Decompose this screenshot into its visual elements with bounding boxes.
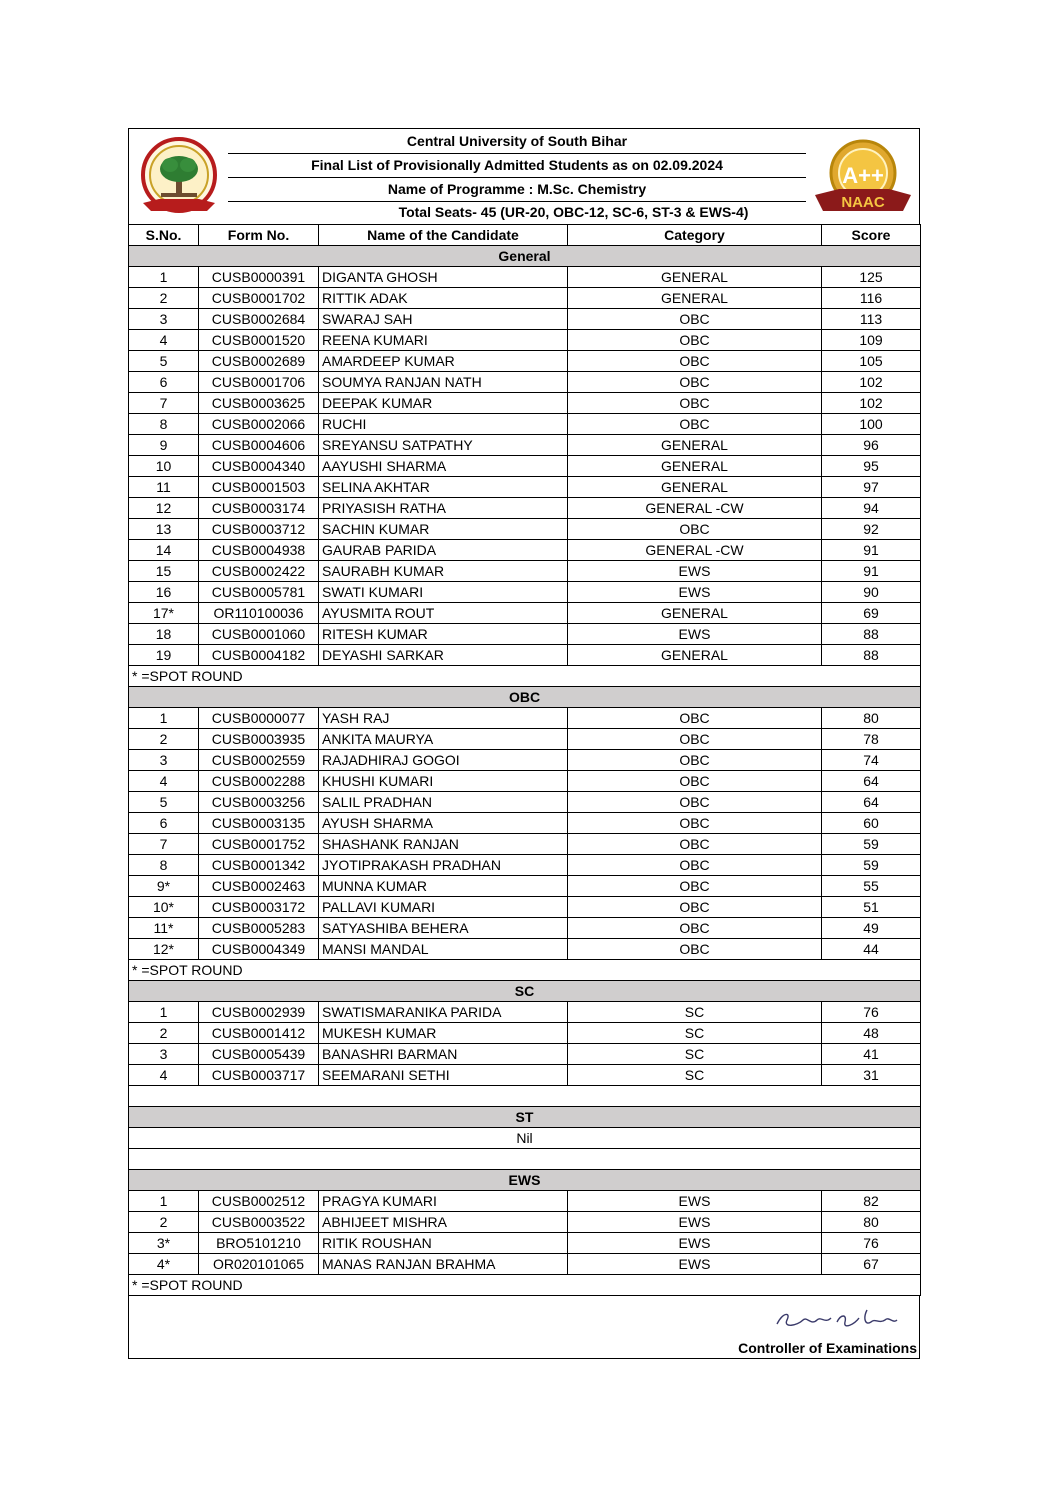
admission-list-sheet bbox=[128, 128, 920, 1359]
document-header bbox=[128, 128, 920, 224]
category: SC bbox=[568, 1065, 822, 1086]
candidate-name: DEYASHI SARKAR bbox=[319, 645, 568, 666]
category: OBC bbox=[568, 750, 822, 771]
serial-number: 17* bbox=[129, 603, 199, 624]
score: 74 bbox=[822, 750, 921, 771]
serial-number: 10* bbox=[129, 897, 199, 918]
serial-number: 13 bbox=[129, 519, 199, 540]
naac-badge-icon bbox=[811, 135, 915, 221]
form-number: CUSB0003935 bbox=[199, 729, 319, 750]
score: 109 bbox=[822, 330, 921, 351]
table-row bbox=[129, 1002, 921, 1023]
score: 78 bbox=[822, 729, 921, 750]
column-header-row bbox=[129, 225, 921, 246]
category: GENERAL -CW bbox=[568, 540, 822, 561]
form-number: CUSB0002066 bbox=[199, 414, 319, 435]
category: OBC bbox=[568, 834, 822, 855]
category: SC bbox=[568, 1023, 822, 1044]
score: 82 bbox=[822, 1191, 921, 1212]
candidate-name: AMARDEEP KUMAR bbox=[319, 351, 568, 372]
form-number: CUSB0003717 bbox=[199, 1065, 319, 1086]
category: EWS bbox=[568, 1233, 822, 1254]
form-number: CUSB0005781 bbox=[199, 582, 319, 603]
serial-number: 5 bbox=[129, 351, 199, 372]
table-row bbox=[129, 288, 921, 309]
score: 67 bbox=[822, 1254, 921, 1275]
candidate-name: RITTIK ADAK bbox=[319, 288, 568, 309]
column-header: Score bbox=[822, 225, 921, 246]
table-row bbox=[129, 582, 921, 603]
candidate-name: MANSI MANDAL bbox=[319, 939, 568, 960]
candidate-name: AYUSMITA ROUT bbox=[319, 603, 568, 624]
table-row bbox=[129, 267, 921, 288]
candidate-name: AAYUSHI SHARMA bbox=[319, 456, 568, 477]
university-name: Central University of South Bihar bbox=[228, 129, 806, 154]
score: 91 bbox=[822, 540, 921, 561]
section-title: SC bbox=[129, 981, 921, 1002]
score: 76 bbox=[822, 1233, 921, 1254]
table-row bbox=[129, 435, 921, 456]
score: 94 bbox=[822, 498, 921, 519]
blank-row bbox=[129, 1086, 921, 1107]
table-row bbox=[129, 351, 921, 372]
serial-number: 11 bbox=[129, 477, 199, 498]
candidate-name: DEEPAK KUMAR bbox=[319, 393, 568, 414]
candidate-name: RUCHI bbox=[319, 414, 568, 435]
category: GENERAL bbox=[568, 477, 822, 498]
table-row bbox=[129, 645, 921, 666]
naac-label: NAAC bbox=[841, 194, 885, 211]
candidate-name: SELINA AKHTAR bbox=[319, 477, 568, 498]
candidate-name: KHUSHI KUMARI bbox=[319, 771, 568, 792]
table-row bbox=[129, 519, 921, 540]
candidate-name: SREYANSU SATPATHY bbox=[319, 435, 568, 456]
category: GENERAL bbox=[568, 456, 822, 477]
serial-number: 7 bbox=[129, 834, 199, 855]
programme-name: Name of Programme : M.Sc. Chemistry bbox=[228, 177, 806, 202]
form-number: CUSB0001060 bbox=[199, 624, 319, 645]
table-row bbox=[129, 498, 921, 519]
candidate-name: SATYASHIBA BEHERA bbox=[319, 918, 568, 939]
serial-number: 16 bbox=[129, 582, 199, 603]
note-text: * =SPOT ROUND bbox=[129, 1275, 921, 1296]
section-title: ST bbox=[129, 1107, 921, 1128]
table-row bbox=[129, 456, 921, 477]
table-row bbox=[129, 309, 921, 330]
serial-number: 12 bbox=[129, 498, 199, 519]
score: 125 bbox=[822, 267, 921, 288]
form-number: CUSB0003712 bbox=[199, 519, 319, 540]
form-number: CUSB0002512 bbox=[199, 1191, 319, 1212]
form-number: CUSB0001342 bbox=[199, 855, 319, 876]
form-number: CUSB0000077 bbox=[199, 708, 319, 729]
serial-number: 18 bbox=[129, 624, 199, 645]
score: 113 bbox=[822, 309, 921, 330]
category: OBC bbox=[568, 855, 822, 876]
candidate-name: SALIL PRADHAN bbox=[319, 792, 568, 813]
form-number: CUSB0002684 bbox=[199, 309, 319, 330]
form-number: CUSB0004182 bbox=[199, 645, 319, 666]
serial-number: 10 bbox=[129, 456, 199, 477]
table-row bbox=[129, 603, 921, 624]
candidate-name: ANKITA MAURYA bbox=[319, 729, 568, 750]
form-number: CUSB0003174 bbox=[199, 498, 319, 519]
category: EWS bbox=[568, 1191, 822, 1212]
score: 100 bbox=[822, 414, 921, 435]
table-row bbox=[129, 561, 921, 582]
table-row bbox=[129, 1023, 921, 1044]
category: OBC bbox=[568, 771, 822, 792]
candidate-name: SAURABH KUMAR bbox=[319, 561, 568, 582]
category: OBC bbox=[568, 813, 822, 834]
column-header: Category bbox=[568, 225, 822, 246]
form-number: CUSB0002939 bbox=[199, 1002, 319, 1023]
serial-number: 15 bbox=[129, 561, 199, 582]
form-number: CUSB0002422 bbox=[199, 561, 319, 582]
serial-number: 8 bbox=[129, 414, 199, 435]
serial-number: 19 bbox=[129, 645, 199, 666]
score: 59 bbox=[822, 834, 921, 855]
form-number: OR110100036 bbox=[199, 603, 319, 624]
form-number: CUSB0005283 bbox=[199, 918, 319, 939]
section-header-st bbox=[129, 1107, 921, 1128]
serial-number: 2 bbox=[129, 1212, 199, 1233]
table-row bbox=[129, 708, 921, 729]
category: OBC bbox=[568, 519, 822, 540]
form-number: CUSB0004340 bbox=[199, 456, 319, 477]
score: 95 bbox=[822, 456, 921, 477]
serial-number: 8 bbox=[129, 855, 199, 876]
table-row bbox=[129, 1044, 921, 1065]
candidate-name: ABHIJEET MISHRA bbox=[319, 1212, 568, 1233]
table-row bbox=[129, 1254, 921, 1275]
blank-cell bbox=[129, 1149, 921, 1170]
serial-number: 2 bbox=[129, 288, 199, 309]
category: OBC bbox=[568, 792, 822, 813]
candidate-name: SEEMARANI SETHI bbox=[319, 1065, 568, 1086]
table-row bbox=[129, 1233, 921, 1254]
score: 55 bbox=[822, 876, 921, 897]
serial-number: 1 bbox=[129, 708, 199, 729]
section-title: EWS bbox=[129, 1170, 921, 1191]
list-title: Final List of Provisionally Admitted Students as on 02.09.2024 bbox=[228, 153, 806, 178]
candidate-name: PRAGYA KUMARI bbox=[319, 1191, 568, 1212]
blank-row bbox=[129, 1149, 921, 1170]
score: 59 bbox=[822, 855, 921, 876]
category: SC bbox=[568, 1002, 822, 1023]
serial-number: 3* bbox=[129, 1233, 199, 1254]
serial-number: 1 bbox=[129, 1191, 199, 1212]
form-number: OR020101065 bbox=[199, 1254, 319, 1275]
score: 64 bbox=[822, 792, 921, 813]
table-row bbox=[129, 414, 921, 435]
score: 31 bbox=[822, 1065, 921, 1086]
candidate-name: SWATI KUMARI bbox=[319, 582, 568, 603]
candidate-name: PALLAVI KUMARI bbox=[319, 897, 568, 918]
serial-number: 2 bbox=[129, 729, 199, 750]
form-number: CUSB0001752 bbox=[199, 834, 319, 855]
category: OBC bbox=[568, 414, 822, 435]
naac-grade: A++ bbox=[842, 163, 884, 188]
column-header: Name of the Candidate bbox=[319, 225, 568, 246]
form-number: CUSB0001702 bbox=[199, 288, 319, 309]
serial-number: 1 bbox=[129, 267, 199, 288]
form-number: CUSB0003172 bbox=[199, 897, 319, 918]
category: GENERAL bbox=[568, 267, 822, 288]
score: 92 bbox=[822, 519, 921, 540]
table-row bbox=[129, 813, 921, 834]
table-row bbox=[129, 792, 921, 813]
category: OBC bbox=[568, 351, 822, 372]
form-number: CUSB0002288 bbox=[199, 771, 319, 792]
table-row bbox=[129, 834, 921, 855]
score: 60 bbox=[822, 813, 921, 834]
score: 51 bbox=[822, 897, 921, 918]
total-seats: Total Seats- 45 (UR-20, OBC-12, SC-6, ST-3 & EWS-4) bbox=[398, 204, 749, 220]
category: GENERAL bbox=[568, 645, 822, 666]
serial-number: 9 bbox=[129, 435, 199, 456]
candidate-name: SACHIN KUMAR bbox=[319, 519, 568, 540]
table-row bbox=[129, 750, 921, 771]
category: EWS bbox=[568, 624, 822, 645]
column-header: Form No. bbox=[199, 225, 319, 246]
section-header-ews bbox=[129, 1170, 921, 1191]
form-number: CUSB0003625 bbox=[199, 393, 319, 414]
category: GENERAL -CW bbox=[568, 498, 822, 519]
serial-number: 4 bbox=[129, 1065, 199, 1086]
column-header: S.No. bbox=[129, 225, 199, 246]
signature-icon bbox=[771, 1304, 901, 1336]
score: 91 bbox=[822, 561, 921, 582]
table-row bbox=[129, 897, 921, 918]
section-title: General bbox=[129, 246, 921, 267]
blank-cell bbox=[129, 1086, 921, 1107]
form-number: CUSB0002463 bbox=[199, 876, 319, 897]
score: 90 bbox=[822, 582, 921, 603]
table-row bbox=[129, 372, 921, 393]
serial-number: 4* bbox=[129, 1254, 199, 1275]
candidate-name: BANASHRI BARMAN bbox=[319, 1044, 568, 1065]
table-row bbox=[129, 855, 921, 876]
form-number: CUSB0004606 bbox=[199, 435, 319, 456]
candidate-name: SHASHANK RANJAN bbox=[319, 834, 568, 855]
university-emblem-icon bbox=[139, 137, 219, 219]
serial-number: 4 bbox=[129, 771, 199, 792]
candidate-name: JYOTIPRAKASH PRADHAN bbox=[319, 855, 568, 876]
form-number: CUSB0001412 bbox=[199, 1023, 319, 1044]
score: 69 bbox=[822, 603, 921, 624]
score: 102 bbox=[822, 393, 921, 414]
table-row bbox=[129, 939, 921, 960]
category: OBC bbox=[568, 330, 822, 351]
candidate-name: MUKESH KUMAR bbox=[319, 1023, 568, 1044]
table-row bbox=[129, 771, 921, 792]
form-number: CUSB0003256 bbox=[199, 792, 319, 813]
category: OBC bbox=[568, 309, 822, 330]
score: 48 bbox=[822, 1023, 921, 1044]
score: 49 bbox=[822, 918, 921, 939]
candidate-name: SWATISMARANIKA PARIDA bbox=[319, 1002, 568, 1023]
nil-text: Nil bbox=[129, 1128, 921, 1149]
table-row bbox=[129, 1212, 921, 1233]
section-header-sc bbox=[129, 981, 921, 1002]
form-number: CUSB0000391 bbox=[199, 267, 319, 288]
form-number: CUSB0003135 bbox=[199, 813, 319, 834]
score: 80 bbox=[822, 708, 921, 729]
category: OBC bbox=[568, 939, 822, 960]
candidate-name: DIGANTA GHOSH bbox=[319, 267, 568, 288]
table-row bbox=[129, 393, 921, 414]
table-row bbox=[129, 540, 921, 561]
score: 96 bbox=[822, 435, 921, 456]
table-row bbox=[129, 918, 921, 939]
form-number: BRO5101210 bbox=[199, 1233, 319, 1254]
form-number: CUSB0004349 bbox=[199, 939, 319, 960]
category: GENERAL bbox=[568, 603, 822, 624]
serial-number: 14 bbox=[129, 540, 199, 561]
candidate-name: MANAS RANJAN BRAHMA bbox=[319, 1254, 568, 1275]
table-row bbox=[129, 477, 921, 498]
spot-round-note bbox=[129, 1275, 921, 1296]
form-number: CUSB0002689 bbox=[199, 351, 319, 372]
candidate-name: PRIYASISH RATHA bbox=[319, 498, 568, 519]
form-number: CUSB0004938 bbox=[199, 540, 319, 561]
score: 88 bbox=[822, 645, 921, 666]
note-text: * =SPOT ROUND bbox=[129, 960, 921, 981]
category: EWS bbox=[568, 1212, 822, 1233]
score: 44 bbox=[822, 939, 921, 960]
serial-number: 3 bbox=[129, 750, 199, 771]
category: OBC bbox=[568, 876, 822, 897]
serial-number: 6 bbox=[129, 813, 199, 834]
candidate-name: AYUSH SHARMA bbox=[319, 813, 568, 834]
form-number: CUSB0001706 bbox=[199, 372, 319, 393]
category: EWS bbox=[568, 582, 822, 603]
category: OBC bbox=[568, 918, 822, 939]
candidate-name: MUNNA KUMAR bbox=[319, 876, 568, 897]
category: EWS bbox=[568, 561, 822, 582]
serial-number: 3 bbox=[129, 1044, 199, 1065]
category: GENERAL bbox=[568, 435, 822, 456]
section-header-general bbox=[129, 246, 921, 267]
candidate-name: YASH RAJ bbox=[319, 708, 568, 729]
score: 64 bbox=[822, 771, 921, 792]
candidate-name: REENA KUMARI bbox=[319, 330, 568, 351]
section-header-obc bbox=[129, 687, 921, 708]
score: 97 bbox=[822, 477, 921, 498]
candidate-name: GAURAB PARIDA bbox=[319, 540, 568, 561]
category: OBC bbox=[568, 372, 822, 393]
form-number: CUSB0003522 bbox=[199, 1212, 319, 1233]
score: 41 bbox=[822, 1044, 921, 1065]
signatory-title: Controller of Examinations bbox=[738, 1340, 917, 1356]
spot-round-note bbox=[129, 666, 921, 687]
serial-number: 3 bbox=[129, 309, 199, 330]
table-row bbox=[129, 729, 921, 750]
category: OBC bbox=[568, 729, 822, 750]
form-number: CUSB0001520 bbox=[199, 330, 319, 351]
serial-number: 5 bbox=[129, 792, 199, 813]
signature-block bbox=[128, 1296, 920, 1359]
candidate-name: RITIK ROUSHAN bbox=[319, 1233, 568, 1254]
score: 76 bbox=[822, 1002, 921, 1023]
form-number: CUSB0001503 bbox=[199, 477, 319, 498]
candidate-name: RAJADHIRAJ GOGOI bbox=[319, 750, 568, 771]
serial-number: 2 bbox=[129, 1023, 199, 1044]
category: OBC bbox=[568, 897, 822, 918]
category: OBC bbox=[568, 393, 822, 414]
serial-number: 1 bbox=[129, 1002, 199, 1023]
table-row bbox=[129, 1191, 921, 1212]
category: GENERAL bbox=[568, 288, 822, 309]
score: 102 bbox=[822, 372, 921, 393]
score: 116 bbox=[822, 288, 921, 309]
st-nil-row bbox=[129, 1128, 921, 1149]
table-row bbox=[129, 1065, 921, 1086]
serial-number: 9* bbox=[129, 876, 199, 897]
form-number: CUSB0002559 bbox=[199, 750, 319, 771]
score: 80 bbox=[822, 1212, 921, 1233]
serial-number: 4 bbox=[129, 330, 199, 351]
admission-table bbox=[128, 224, 921, 1296]
candidate-name: SWARAJ SAH bbox=[319, 309, 568, 330]
table-row bbox=[129, 876, 921, 897]
score: 88 bbox=[822, 624, 921, 645]
form-number: CUSB0005439 bbox=[199, 1044, 319, 1065]
candidate-name: RITESH KUMAR bbox=[319, 624, 568, 645]
serial-number: 6 bbox=[129, 372, 199, 393]
score: 105 bbox=[822, 351, 921, 372]
candidate-name: SOUMYA RANJAN NATH bbox=[319, 372, 568, 393]
table-row bbox=[129, 330, 921, 351]
serial-number: 11* bbox=[129, 918, 199, 939]
category: OBC bbox=[568, 708, 822, 729]
section-title: OBC bbox=[129, 687, 921, 708]
category: SC bbox=[568, 1044, 822, 1065]
table-row bbox=[129, 624, 921, 645]
category: EWS bbox=[568, 1254, 822, 1275]
note-text: * =SPOT ROUND bbox=[129, 666, 921, 687]
serial-number: 7 bbox=[129, 393, 199, 414]
serial-number: 12* bbox=[129, 939, 199, 960]
spot-round-note bbox=[129, 960, 921, 981]
